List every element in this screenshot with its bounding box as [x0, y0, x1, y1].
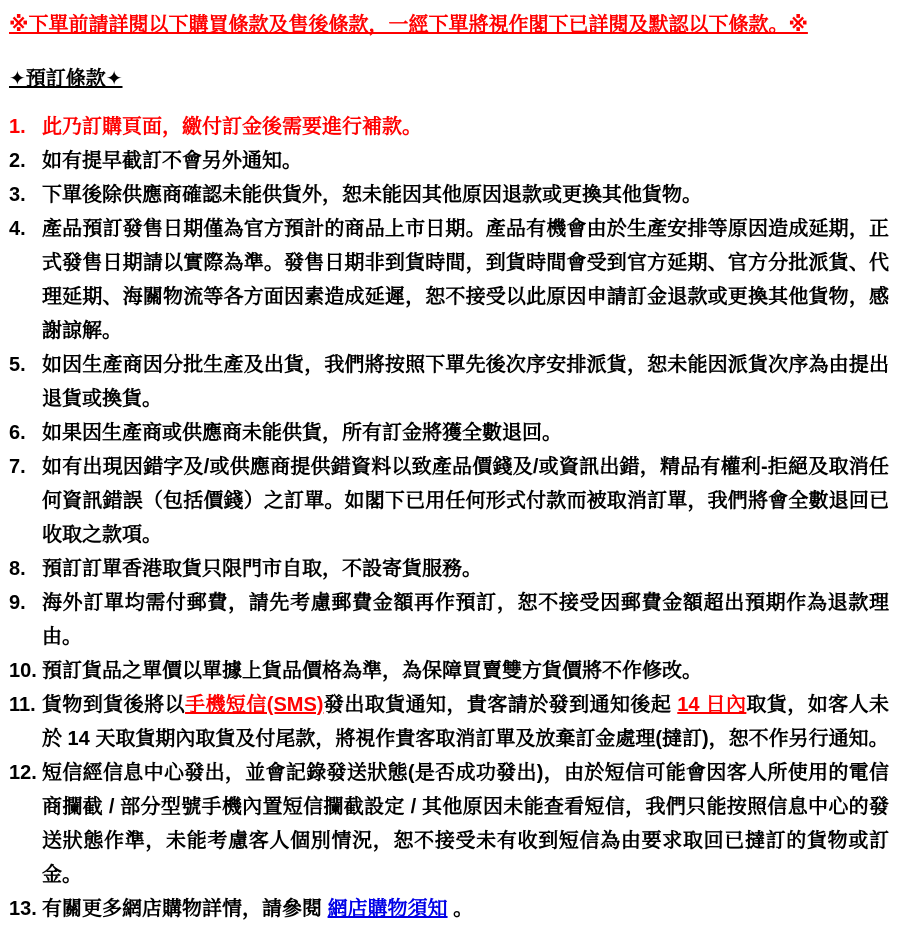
term-number: 2.	[9, 150, 26, 172]
term-text: 。	[447, 898, 474, 920]
term-text: 海外訂單均需付郵費，請先考慮郵費金額再作預訂，恕不接受因郵費金額超出預期作為退款理由。	[42, 592, 889, 648]
term-number: 13.	[9, 898, 37, 920]
term-item-12	[9, 756, 889, 892]
term-text: 下單後除供應商確認未能供貨外，恕未能因其他原因退款或更換其他貨物。	[42, 184, 702, 206]
term-number: 10.	[9, 660, 37, 682]
term-number: 5.	[9, 354, 26, 376]
sms-notice-highlight: 手機短信(SMS)	[185, 694, 324, 716]
term-number: 9.	[9, 592, 26, 614]
term-text: 貨物到貨後將以	[42, 694, 186, 716]
term-item-5	[9, 348, 889, 416]
term-text: 預訂訂單香港取貨只限門市自取，不設寄貨服務。	[42, 558, 482, 580]
term-text: 短信經信息中心發出，並會記錄發送狀態(是否成功發出)，由於短信可能會因客人所使用的電信商攔截 / 部分型號手機內置短信攔截設定 / 其他原因未能查看短信，我們只能按照信息中心的發送狀態作準，未能考慮客人個別情況，恕不接受未有收到短信為由要求取回已撻訂的貨物或訂金。	[42, 762, 889, 886]
term-number: 3.	[9, 184, 26, 206]
term-text: 如有出現因錯字及/或供應商提供錯資料以致產品價錢及/或資訊出錯，精品有權利-拒絕及取消任何資訊錯誤（包括價錢）之訂單。如閣下已用任何形式付款而被取消訂單，我們將會全數退回已收取之款項。	[42, 456, 889, 546]
term-item-7	[9, 450, 889, 552]
terms-list	[9, 110, 889, 926]
term-text: 取貨，如客人未於 14 天取貨期內取貨及付尾款，將視作貴客取消訂單及放棄訂金處理(撻訂)，恕不作另行通知。	[42, 694, 889, 750]
term-item-9	[9, 586, 889, 654]
preorder-terms-title: ✦預訂條款✦	[9, 68, 123, 90]
term-number: 7.	[9, 456, 26, 478]
shop-guide-link[interactable]: 網店購物須知	[327, 898, 448, 920]
term-item-4	[9, 212, 889, 348]
term-item-2	[9, 144, 889, 178]
term-item-13	[9, 892, 889, 926]
term-number: 4.	[9, 218, 26, 240]
term-number: 8.	[9, 558, 26, 580]
purchase-notice: ※下單前請詳閱以下購買條款及售後條款，一經下單將視作閣下已詳閱及默認以下條款。※	[9, 14, 808, 36]
term-text: 如因生產商因分批生產及出貨，我們將按照下單先後次序安排派貨，恕未能因派貨次序為由提出退貨或換貨。	[42, 354, 889, 410]
term-number: 11.	[9, 694, 36, 716]
term-item-11	[9, 688, 889, 756]
term-number: 12.	[9, 762, 37, 784]
term-number: 6.	[9, 422, 26, 444]
term-item-1	[9, 110, 889, 144]
pickup-deadline-highlight: 14 日內	[677, 694, 747, 716]
term-item-8	[9, 552, 889, 586]
term-item-6	[9, 416, 889, 450]
term-text: 有關更多網店購物詳情，請參閱	[42, 898, 328, 920]
term-text: 發出取貨通知，貴客請於發到通知後起	[323, 694, 678, 716]
term-text: 如果因生產商或供應商未能供貨，所有訂金將獲全數退回。	[42, 422, 562, 444]
term-item-10	[9, 654, 889, 688]
term-text: 如有提早截訂不會另外通知。	[42, 150, 302, 172]
term-text: 預訂貨品之單價以單據上貨品價格為準，為保障買賣雙方貨價將不作修改。	[42, 660, 702, 682]
term-item-3	[9, 178, 889, 212]
term-number: 1.	[9, 116, 26, 138]
term-text: 此乃訂購頁面，繳付訂金後需要進行補款。	[42, 116, 422, 138]
term-text: 產品預訂發售日期僅為官方預計的商品上市日期。產品有機會由於生產安排等原因造成延期，正式發售日期請以實際為準。發售日期非到貨時間，到貨時間會受到官方延期、官方分批派貨、代理延期、海關物流等各方面因素造成延遲，恕不接受以此原因申請訂金退款或更換其他貨物，感謝諒解。	[42, 218, 889, 342]
